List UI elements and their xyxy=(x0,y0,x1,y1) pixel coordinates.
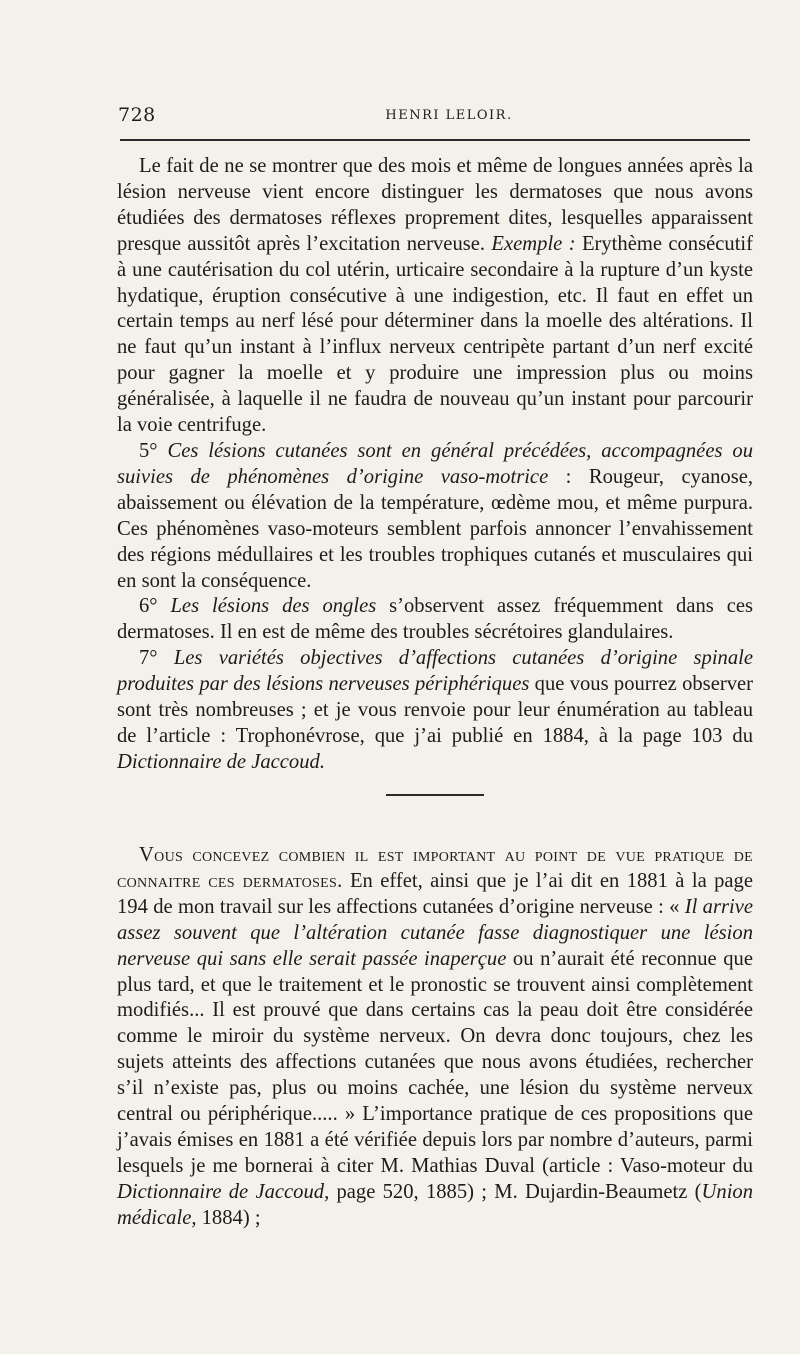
text-section-2 xyxy=(117,843,753,1232)
paragraph-practical-importance: Vous concevez combien il est important au point de vue pratique de connaitre ces dermatoses. En effet, ainsi que je l’ai dit en 1881 à la page 194 de mon travail sur les affections cutanées d’origine nerveuse : « Il arrive assez souvent que l’altération cutanée fasse diagnostiquer une lésion nerveuse qui sans elle serait passée inaperçue ou n’aurait été reconnue que plus tard, et que le traitement et le pronostic se trouvent ainsi complètement modifiés... Il est prouvé que dans certains cas la peau doit être considérée comme le miroir du système nerveux. On devra donc toujours, chez les sujets atteints des affections cutanées que nous avons étudiées, rechercher s’il n’existe pas, plus ou moins cachée, une lésion du système nerveux central ou périphérique..... » L’importance pratique de ces propositions que j’avais émises en 1881 a été vérifiée depuis lors par nombre d’auteurs, parmi lesquels je me bornerai à citer M. Mathias Duval (article : Vaso-moteur du Dictionnaire de Jaccoud, page 520, 1885) ; M. Dujardin-Beaumetz (Union médicale, 1884) ; xyxy=(117,844,754,1229)
item-number: 6° xyxy=(139,595,158,618)
text-section-1 xyxy=(117,154,753,776)
header-rule xyxy=(120,139,750,141)
running-title: HENRI LELOIR. xyxy=(385,108,513,123)
item-number: 7° xyxy=(139,647,158,670)
paragraph-item-7: 7° Les variétés objectives d’affections cutanées d’origine spinale produites par des lésions nerveuses périphériques que vous pourrez observer sont très nombreuses ; et je vous renvoie pour leur énumération au tableau de l’article : Trophonévrose, que j’ai publié en 1884, à la page 103 du Dictionnaire de Jaccoud. xyxy=(117,647,753,773)
section-separator xyxy=(386,794,484,796)
paragraph-item-6: 6° Les lésions des ongles s’observent assez fréquemment dans ces dermatoses. Il en est de même des troubles sécrétoires glandulaires. xyxy=(117,595,753,644)
paragraph-dermatoses-onset: Le fait de ne se montrer que des mois et même de longues années après la lésion nerveuse vient encore distinguer les dermatoses que nous avons étudiées des dermatoses réflexes proprement dites, lesquelles apparaissent presque aussitôt après l’excitation nerveuse. Exemple : Erythème consécutif à une cautérisation du col utérin, urticaire secondaire à la rupture d’un kyste hydatique, éruption consécutive à une indigestion, etc. Il faut en effet un certain temps au nerf lésé pour déterminer dans la moelle des altérations. Il ne faut qu’un instant à l’influx nerveux centripète partant d’un nerf excité pour gagner la moelle et y produire une impression plus ou moins généralisée, à laquelle il ne faudra de nouveau qu’un instant pour parcourir la voie centrifuge. xyxy=(117,155,753,437)
page-number: 728 xyxy=(118,104,156,126)
small-caps-lead: Vous concevez combien il est important au point de vue pratique de connaitre ces dermatoses. xyxy=(117,844,753,892)
paragraph-item-5: 5° Ces lésions cutanées sont en général précédées, accompagnées ou suivies de phénomènes d’origine vaso-motrice : Rougeur, cyanose, abaissement ou élévation de la température, œdème mou, et même purpura. Ces phénomènes vaso-moteurs semblent parfois annoncer l’envahissement des régions médullaires et les troubles trophiques cutanés et musculaires qui en sont la conséquence. xyxy=(117,439,753,592)
item-number: 5° xyxy=(139,439,158,462)
running-head xyxy=(118,104,750,128)
